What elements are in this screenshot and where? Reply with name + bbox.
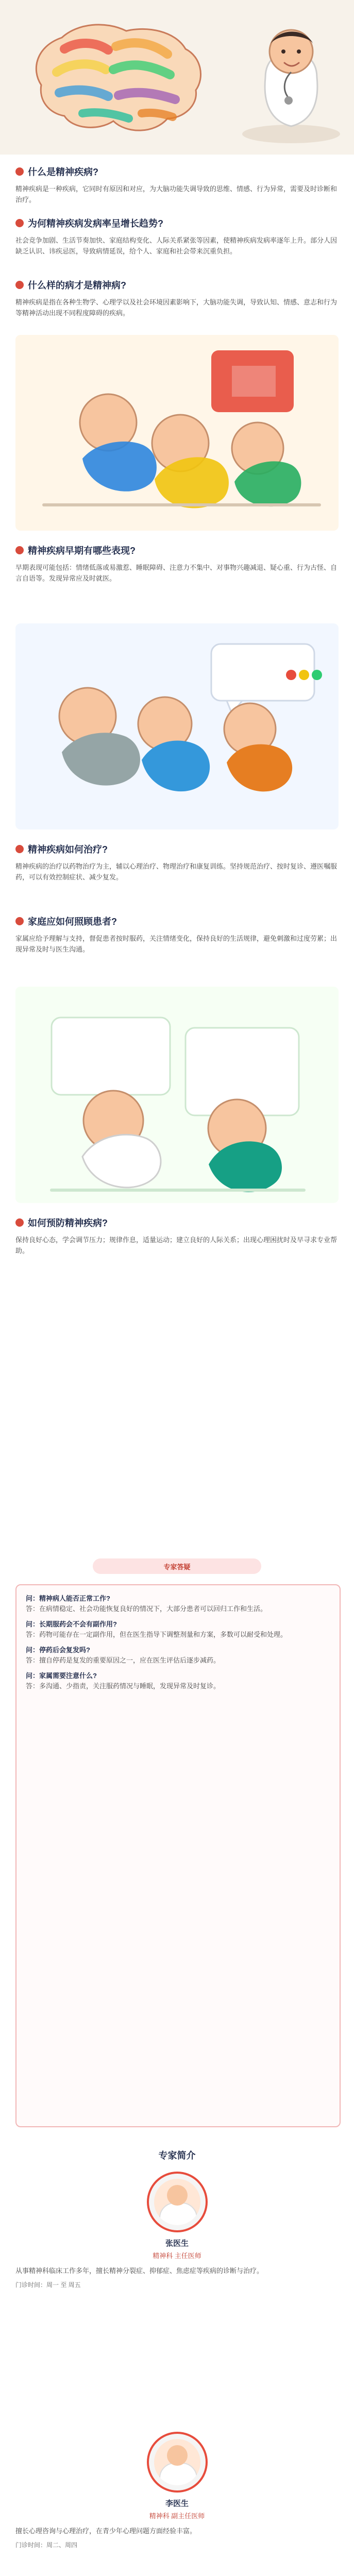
qa-item	[26, 1594, 330, 1614]
coat-shape	[159, 2202, 197, 2225]
section-heading-text: 精神疾病如何治疗?	[28, 844, 108, 855]
section-treatment	[15, 842, 339, 883]
illustration-consultation	[15, 987, 339, 1203]
expert-name: 李医生	[165, 2499, 189, 2508]
experts-title: 专家简介	[158, 2150, 196, 2161]
section-text: 精神疾病的治疗以药物治疗为主，辅以心理治疗、物理治疗和康复训练。坚持规范治疗、按时复诊、遵医嘱服药，可以有效控制症状、减少复发。	[15, 862, 338, 881]
face-shape	[167, 2185, 188, 2206]
expert-card	[15, 2432, 339, 2550]
coat-shape	[159, 2463, 197, 2485]
qa-item	[26, 1671, 330, 1691]
section-heading-text: 精神疾病早期有哪些表现?	[28, 546, 136, 556]
section-text: 精神疾病是指在各种生物学、心理学以及社会环境因素影响下，大脑功能失调，导致认知、情感、意志和行为等精神活动出现不同程度障碍的疾病。	[15, 298, 338, 317]
section-text: 家属应给予理解与支持，督促患者按时服药，关注情绪变化，保持良好的生活规律，避免刺激和过度劳累；出现异常及时与医生沟通。	[15, 935, 338, 953]
qa-answer: 答：在病情稳定、社会功能恢复良好的情况下，大部分患者可以回归工作和生活。	[26, 1605, 267, 1613]
illustration-svg	[15, 623, 339, 829]
qa-answer: 答：擅自停药是复发的重要原因之一，应在医生评估后逐步减药。	[26, 1656, 221, 1664]
qa-answer: 答：多沟通、少指责，关注服药情况与睡眠，发现异常及时复诊。	[26, 1682, 221, 1690]
section-heading-text: 如何预防精神疾病?	[28, 1218, 108, 1228]
expert-role: 精神科 主任医师	[153, 2252, 201, 2260]
bullet-icon	[15, 917, 24, 925]
section-text: 早期表现可能包括：情绪低落或易激惹、睡眠障碍、注意力不集中、对事物兴趣减退、疑心重、行为古怪、自言自语等。发现异常应及时就医。	[15, 564, 338, 582]
hero-svg	[0, 0, 354, 155]
avatar-image	[154, 2439, 200, 2485]
section-heading-text: 为何精神疾病发病率呈增长趋势?	[28, 218, 163, 229]
section-heading	[15, 216, 339, 230]
section-definition	[15, 278, 339, 318]
expert-name: 张医生	[165, 2239, 189, 2248]
section-increase	[15, 216, 339, 257]
expert-meta: 门诊时间：周一 至 周五	[15, 2281, 81, 2289]
hero-illustration	[0, 0, 354, 155]
bullet-icon	[15, 167, 24, 176]
section-heading	[15, 278, 339, 292]
expert-bio: 从事精神科临床工作多年，擅长精神分裂症、抑郁症、焦虑症等疾病的诊断与治疗。	[15, 2267, 264, 2275]
section-text: 精神疾病是一种疾病，它同时有原因和对应，为大脑功能失调导致的思维、情感、行为异常，需要及时诊断和治疗。	[15, 185, 338, 204]
illustration-svg	[15, 987, 339, 1203]
illustration-svg	[15, 335, 339, 531]
section-heading-text: 什么样的病才是精神病?	[28, 280, 126, 291]
face-shape	[167, 2445, 188, 2466]
illustration-take-medicine	[15, 623, 339, 829]
qa-divider-label: 专家答疑	[163, 1563, 191, 1571]
qa-question: 问：长期服药会不会有副作用?	[26, 1620, 117, 1628]
expert-card	[15, 2172, 339, 2290]
qa-question: 问：精神病人能否正常工作?	[26, 1595, 110, 1602]
section-prevention	[15, 1216, 339, 1256]
bullet-icon	[15, 546, 24, 554]
qa-question: 问：家属需要注意什么?	[26, 1672, 97, 1680]
qa-item	[26, 1619, 330, 1640]
bullet-icon	[15, 1218, 24, 1227]
section-heading	[15, 914, 339, 928]
section-text: 保持良好心态，学会调节压力；规律作息，适量运动；建立良好的人际关系；出现心理困扰时及早寻求专业帮助。	[15, 1236, 338, 1255]
section-what-is	[15, 165, 339, 205]
expert-avatar	[147, 2432, 208, 2493]
section-early-signs	[15, 544, 339, 584]
section-heading	[15, 842, 339, 856]
qa-item	[26, 1645, 330, 1666]
bullet-icon	[15, 845, 24, 853]
avatar-image	[154, 2179, 200, 2225]
qa-divider	[93, 1558, 261, 1574]
qa-question: 问：停药后会复发吗?	[26, 1646, 90, 1654]
section-heading	[15, 1216, 339, 1229]
section-heading-text: 什么是精神疾病?	[28, 167, 98, 177]
bullet-icon	[15, 219, 24, 227]
bullet-icon	[15, 281, 24, 289]
expert-bio: 擅长心理咨询与心理治疗，在青少年心理问题方面经验丰富。	[15, 2527, 197, 2535]
qa-box	[15, 1584, 341, 2127]
section-heading	[15, 544, 339, 557]
section-text: 社会竞争加剧、生活节奏加快、家庭结构变化、人际关系紧张等因素，使精神疾病发病率逐年上升。部分人因缺乏认识、讳疾忌医，导致病情延误，给个人、家庭和社会带来沉重负担。	[15, 236, 338, 255]
expert-role: 精神科 副主任医师	[149, 2512, 205, 2520]
expert-avatar	[147, 2172, 208, 2232]
expert-meta: 门诊时间：周二、周四	[15, 2541, 78, 2549]
illustration-family-conflict	[15, 335, 339, 531]
qa-inner	[16, 1585, 340, 1705]
qa-answer: 答：药物可能存在一定副作用，但在医生指导下调整剂量和方案，多数可以耐受和处理。	[26, 1631, 288, 1638]
section-heading	[15, 165, 339, 178]
section-heading-text: 家庭应如何照顾患者?	[28, 917, 117, 927]
section-family-care	[15, 914, 339, 955]
